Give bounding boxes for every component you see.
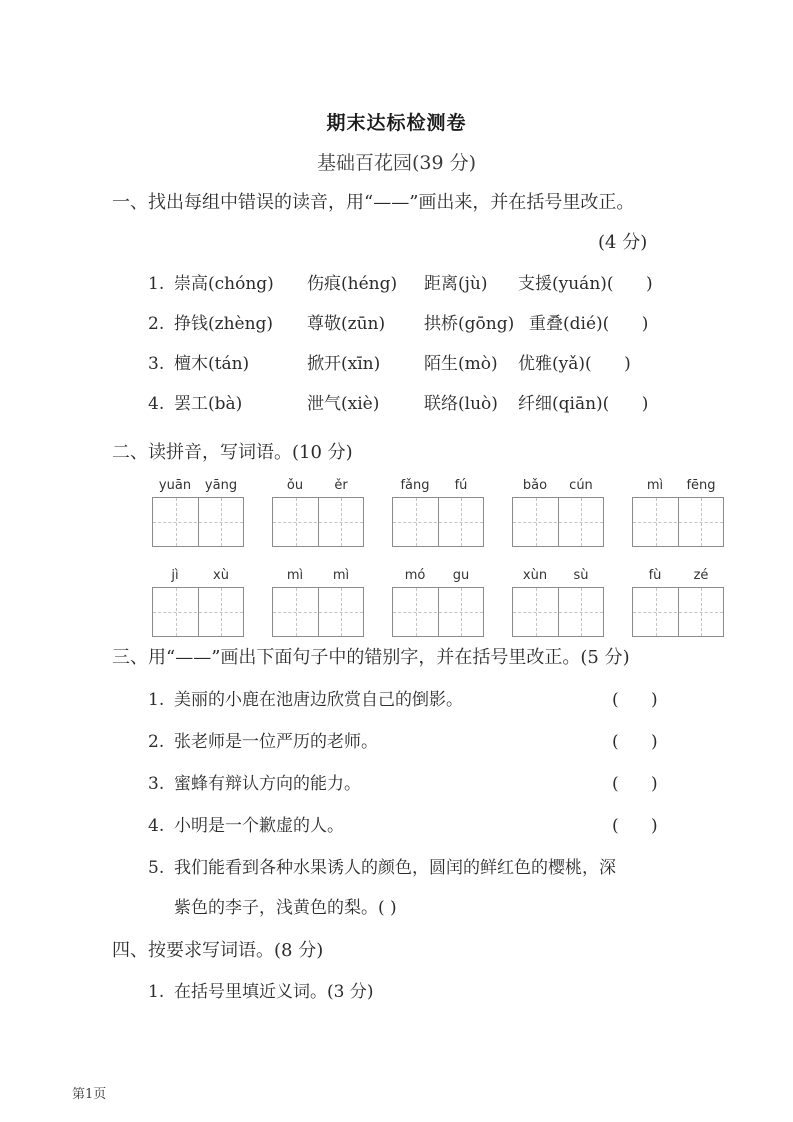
grid-cell[interactable] [153, 588, 198, 636]
item-number: 4. [148, 394, 165, 414]
item-number: 3. [148, 774, 165, 794]
section-three-item-1 [148, 688, 463, 712]
pinyin-grid-group [512, 568, 604, 637]
writing-grid[interactable] [632, 497, 724, 547]
grid-cell[interactable] [198, 588, 243, 636]
pinyin-syllable: zé [693, 568, 709, 583]
pinyin-syllable: jì [171, 568, 179, 583]
pinyin-grid-group [152, 568, 244, 637]
pinyin-label [152, 568, 244, 584]
answer-blank[interactable]: ( ) [612, 816, 658, 836]
grid-cell[interactable] [393, 588, 438, 636]
sentence-text: 我们能看到各种水果诱人的颜色，圆闰的鲜红色的樱桃，深 [174, 858, 616, 878]
grid-cell[interactable] [438, 498, 483, 546]
word-entry: 纤细(qiān) [518, 394, 603, 414]
pinyin-syllable: mì [646, 478, 664, 493]
pinyin-syllable: bǎo [522, 478, 548, 493]
pinyin-syllable: mó [404, 568, 426, 583]
pinyin-syllable: mì [286, 568, 304, 583]
sentence-text[interactable]: 紫色的李子，浅黄色的梨。( ) [174, 898, 397, 918]
writing-grid[interactable] [392, 497, 484, 547]
word-entry: 尊敬(zūn) [307, 314, 386, 334]
writing-grid[interactable] [152, 497, 244, 547]
pinyin-label [512, 478, 604, 494]
pinyin-syllable: ěr [334, 478, 348, 493]
section-three-item-5-line2 [174, 896, 397, 920]
section-one-heading: 一、找出每组中错误的读音，用“——”画出来，并在括号里改正。 [112, 192, 635, 213]
grid-cell[interactable] [558, 498, 603, 546]
word-entry: 联络(luò) [424, 394, 498, 414]
grid-cell[interactable] [438, 588, 483, 636]
pinyin-label [632, 568, 724, 584]
answer-blank[interactable]: ( ) [606, 274, 653, 294]
writing-grid[interactable] [152, 587, 244, 637]
word-entry: 距离(jù) [424, 274, 488, 294]
answer-blank[interactable]: ( ) [585, 354, 631, 374]
sentence-text: 张老师是一位严历的老师。 [174, 732, 378, 752]
word-entry: 檀木(tán) [174, 354, 250, 374]
section-three-item-4 [148, 814, 344, 838]
answer-blank[interactable]: ( ) [602, 394, 649, 414]
word-entry: 掀开(xīn) [307, 354, 381, 374]
pinyin-label [152, 478, 244, 494]
pinyin-grid-group [272, 478, 364, 547]
section-four-item-1 [148, 980, 373, 1004]
page-subtitle: 基础百花园(39 分) [316, 152, 477, 174]
pinyin-syllable: gu [452, 568, 470, 583]
pinyin-syllable: fú [454, 478, 468, 493]
writing-grid[interactable] [512, 497, 604, 547]
item-number: 1. [148, 982, 165, 1002]
pinyin-label [632, 478, 724, 494]
pinyin-label [272, 478, 364, 494]
section-three-heading: 三、用“——”画出下面句子中的错别字，并在括号里改正。(5 分) [112, 647, 630, 668]
pinyin-label [392, 568, 484, 584]
item-number: 1. [148, 690, 165, 710]
pinyin-syllable: cún [569, 478, 593, 493]
section-one-item-1 [148, 272, 653, 296]
grid-cell[interactable] [513, 498, 558, 546]
page-footer: 第1页 [72, 1087, 107, 1102]
section-one-item-2 [148, 312, 648, 336]
writing-grid[interactable] [272, 497, 364, 547]
word-entry: 支援(yuán) [518, 274, 607, 294]
pinyin-label [392, 478, 484, 494]
grid-cell[interactable] [513, 588, 558, 636]
pinyin-syllable: mì [332, 568, 350, 583]
sentence-text: 在括号里填近义词。(3 分) [174, 982, 374, 1002]
item-number: 2. [148, 732, 165, 752]
answer-blank[interactable]: ( ) [602, 314, 649, 334]
pinyin-syllable: fēng [686, 478, 716, 493]
word-entry: 优雅(yǎ) [518, 354, 586, 374]
sentence-text: 小明是一个歉虚的人。 [174, 816, 344, 836]
grid-cell[interactable] [273, 498, 318, 546]
grid-cell[interactable] [318, 498, 363, 546]
section-two-heading: 二、读拼音，写词语。(10 分) [112, 442, 353, 463]
section-four-heading: 四、按要求写词语。(8 分) [112, 940, 324, 961]
answer-blank[interactable]: ( ) [612, 774, 658, 794]
word-entry: 挣钱(zhèng) [174, 314, 274, 334]
section-three-item-2 [148, 730, 378, 754]
item-number: 5. [148, 858, 165, 878]
pinyin-syllable: sù [573, 568, 589, 583]
section-three-item-3 [148, 772, 361, 796]
pinyin-syllable: ǒu [286, 478, 304, 493]
grid-cell[interactable] [678, 588, 723, 636]
pinyin-syllable: fù [648, 568, 662, 583]
word-entry: 重叠(dié) [529, 314, 603, 334]
answer-blank[interactable]: ( ) [612, 690, 658, 710]
item-number: 3. [148, 354, 165, 374]
word-entry: 拱桥(gōng) [424, 314, 515, 334]
pinyin-syllable: yāng [204, 478, 238, 493]
writing-grid[interactable] [392, 587, 484, 637]
pinyin-syllable: xù [213, 568, 229, 583]
word-entry: 崇高(chóng) [174, 274, 274, 294]
grid-cell[interactable] [393, 498, 438, 546]
page-title: 期末达标检测卷 [326, 112, 467, 134]
word-entry: 陌生(mò) [424, 354, 498, 374]
pinyin-syllable: xùn [522, 568, 548, 583]
grid-cell[interactable] [558, 588, 603, 636]
grid-cell[interactable] [198, 498, 243, 546]
pinyin-grid-group [512, 478, 604, 547]
section-one-points: (4 分) [598, 232, 648, 253]
pinyin-grid-group [272, 568, 364, 637]
writing-grid[interactable] [632, 587, 724, 637]
pinyin-label [272, 568, 364, 584]
grid-cell[interactable] [273, 588, 318, 636]
pinyin-label [512, 568, 604, 584]
grid-cell[interactable] [678, 498, 723, 546]
grid-cell[interactable] [633, 498, 678, 546]
pinyin-syllable: yuān [158, 478, 192, 493]
pinyin-syllable: fǎng [400, 478, 430, 493]
pinyin-grid-group [392, 478, 484, 547]
item-number: 2. [148, 314, 165, 334]
item-number: 4. [148, 816, 165, 836]
sentence-text: 蜜蜂有辩认方向的能力。 [174, 774, 361, 794]
word-entry: 罢工(bà) [174, 394, 243, 414]
word-entry: 伤痕(héng) [307, 274, 398, 294]
grid-cell[interactable] [318, 588, 363, 636]
section-three-item-5-line1 [148, 856, 616, 880]
pinyin-grid-group [632, 478, 724, 547]
pinyin-grid-group [152, 478, 244, 547]
section-one-item-3 [148, 352, 631, 376]
pinyin-grid-group [392, 568, 484, 637]
word-entry: 泄气(xiè) [307, 394, 380, 414]
writing-grid[interactable] [272, 587, 364, 637]
grid-cell[interactable] [633, 588, 678, 636]
sentence-text: 美丽的小鹿在池唐边欣赏自己的倒影。 [174, 690, 463, 710]
writing-grid[interactable] [512, 587, 604, 637]
section-one-item-4 [148, 392, 648, 416]
grid-cell[interactable] [153, 498, 198, 546]
item-number: 1. [148, 274, 165, 294]
pinyin-grid-group [632, 568, 724, 637]
answer-blank[interactable]: ( ) [612, 732, 658, 752]
